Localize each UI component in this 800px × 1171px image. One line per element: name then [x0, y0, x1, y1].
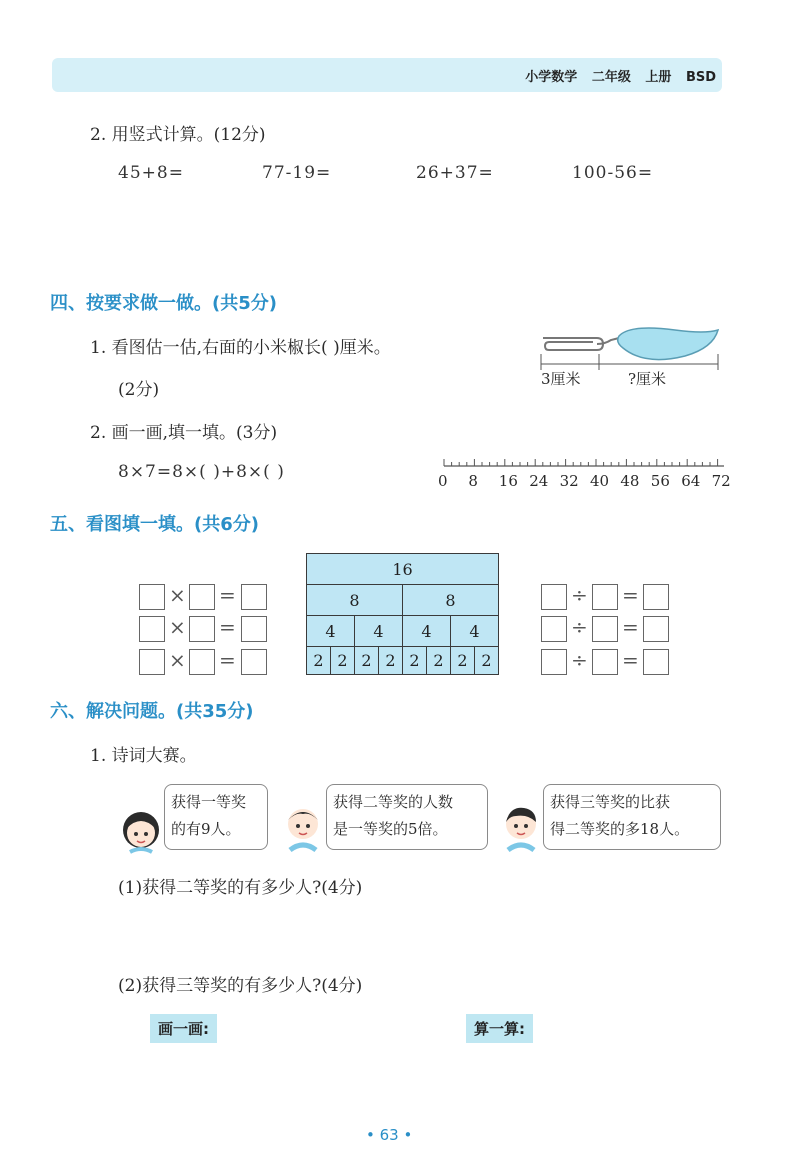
section-4-q2-expr: 8×7=8×( )+8×( )	[118, 462, 285, 482]
speech-bubble-1	[164, 784, 268, 850]
clip-length-label: 3厘米	[541, 370, 581, 388]
edition-label: BSD	[685, 70, 716, 85]
number-line-tick-label: 0	[438, 472, 448, 490]
bar-eighth: 2	[403, 647, 427, 675]
bar-eighth: 2	[331, 647, 355, 675]
times-sign: ×	[169, 583, 186, 607]
equals-sign: =	[622, 583, 639, 607]
boy-avatar-icon	[280, 800, 326, 852]
bar-eighth: 2	[355, 647, 379, 675]
number-line-tick-label: 24	[529, 472, 549, 490]
blank-box[interactable]	[139, 584, 165, 610]
equals-sign: =	[219, 615, 236, 639]
number-line-tick-label: 40	[590, 472, 610, 490]
speech-bubble-2	[326, 784, 488, 850]
bubble-1-line2: 的有9人。	[171, 820, 241, 838]
bubble-2-line2: 是一等奖的5倍。	[333, 820, 448, 838]
blank-box[interactable]	[643, 649, 669, 675]
blank-box[interactable]	[241, 649, 267, 675]
bubble-3-line2: 得二等奖的多18人。	[550, 820, 690, 838]
blank-box[interactable]	[241, 584, 267, 610]
blank-box[interactable]	[541, 649, 567, 675]
equals-sign: =	[622, 648, 639, 672]
blank-box[interactable]	[139, 649, 165, 675]
bar-quarter: 4	[355, 616, 403, 647]
number-line-tick-label: 32	[559, 472, 579, 490]
number-line-tick-label: 72	[711, 472, 731, 490]
divide-sign: ÷	[571, 615, 588, 639]
subject-label: 小学数学	[525, 70, 578, 85]
expr-4: 100-56=	[572, 163, 654, 183]
bar-quarter: 4	[451, 616, 499, 647]
expr-2: 77-19=	[262, 163, 332, 183]
equals-sign: =	[622, 615, 639, 639]
bubble-2-line1: 获得二等奖的人数	[333, 793, 454, 811]
pepper-icon	[618, 328, 718, 360]
number-line	[440, 456, 730, 472]
blank-box[interactable]	[643, 584, 669, 610]
calc-tag: 算一算:	[466, 1014, 533, 1043]
page-number-value: 63	[379, 1126, 399, 1144]
blank-box[interactable]	[592, 616, 618, 642]
equals-sign: =	[219, 648, 236, 672]
number-line-tick-label: 56	[650, 472, 670, 490]
bar-quarter: 4	[403, 616, 451, 647]
times-sign: ×	[169, 615, 186, 639]
question-2-title: 2. 用竖式计算。(12分)	[90, 125, 266, 145]
section-5-title: 五、看图填一填。(共6分)	[50, 514, 259, 535]
speech-bubble-3	[543, 784, 721, 850]
bubble-1-line1: 获得一等奖	[171, 793, 247, 811]
expr-3: 26+37=	[416, 163, 494, 183]
section-6-title: 六、解决问题。(共35分)	[50, 701, 254, 722]
bar-half: 8	[403, 585, 499, 616]
bar-model	[306, 553, 499, 675]
bar-eighth: 2	[307, 647, 331, 675]
bar-eighth: 2	[379, 647, 403, 675]
bubble-3-line1: 获得三等奖的比获	[550, 793, 671, 811]
divide-sign: ÷	[571, 583, 588, 607]
blank-box[interactable]	[541, 616, 567, 642]
blank-box[interactable]	[541, 584, 567, 610]
boy2-avatar-icon	[498, 800, 544, 852]
times-sign: ×	[169, 648, 186, 672]
page-number: • 63 •	[366, 1126, 413, 1144]
divide-sign: ÷	[571, 648, 588, 672]
number-line-tick-label: 48	[620, 472, 640, 490]
grade-label: 二年级	[591, 70, 631, 85]
blank-box[interactable]	[139, 616, 165, 642]
section-6-q1-title: 1. 诗词大赛。	[90, 746, 197, 766]
book-info	[525, 66, 716, 85]
draw-tag: 画一画:	[150, 1014, 217, 1043]
section-4-title: 四、按要求做一做。(共5分)	[50, 293, 277, 314]
blank-box[interactable]	[189, 584, 215, 610]
number-line-tick-label: 64	[681, 472, 701, 490]
sub-question-2: (2)获得三等奖的有多少人?(4分)	[118, 976, 363, 996]
expr-1: 45+8=	[118, 163, 184, 183]
equals-sign: =	[219, 583, 236, 607]
blank-box[interactable]	[643, 616, 669, 642]
bar-total: 16	[307, 554, 499, 585]
blank-box[interactable]	[241, 616, 267, 642]
blank-box[interactable]	[189, 649, 215, 675]
bar-quarter: 4	[307, 616, 355, 647]
paperclip-icon	[543, 338, 603, 350]
bar-half: 8	[307, 585, 403, 616]
blank-box[interactable]	[189, 616, 215, 642]
sub-question-1: (1)获得二等奖的有多少人?(4分)	[118, 878, 363, 898]
section-4-q1: 1. 看图估一估,右面的小米椒长( )厘米。	[90, 338, 391, 358]
volume-label: 上册	[645, 70, 672, 85]
girl-avatar-icon	[118, 808, 164, 854]
bar-eighth: 2	[451, 647, 475, 675]
section-4-q2: 2. 画一画,填一填。(3分)	[90, 423, 278, 443]
bar-eighth: 2	[475, 647, 499, 675]
blank-box[interactable]	[592, 649, 618, 675]
number-line-tick-label: 16	[498, 472, 518, 490]
bar-eighth: 2	[427, 647, 451, 675]
number-line-tick-label: 8	[468, 472, 478, 490]
blank-box[interactable]	[592, 584, 618, 610]
section-4-q1-points: (2分)	[118, 380, 160, 400]
pepper-length-label: ?厘米	[628, 370, 667, 388]
